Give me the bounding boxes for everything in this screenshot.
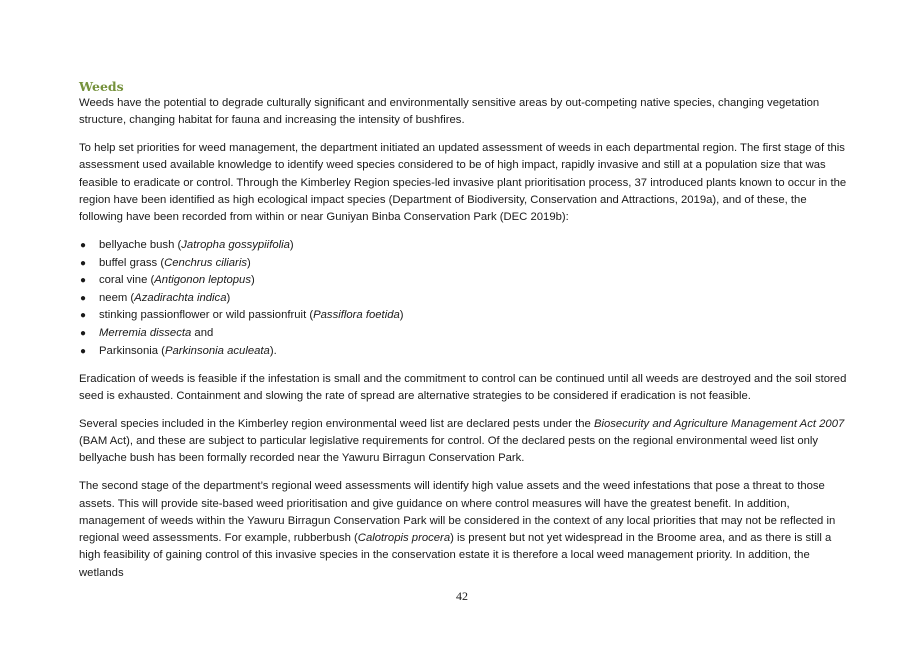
bullet-icon: ● [80, 328, 87, 340]
bullet-icon: ● [80, 345, 87, 357]
section-heading: Weeds [79, 79, 124, 94]
eradication-paragraph: Eradication of weeds is feasible if the infestation is small and the commitment to control can be continued until all weeds are destroyed and the soil stored seed is exhausted. Containment and slowing the rate of spread are alternative strategies to be considered if eradication is not feasible. [79, 372, 847, 403]
weed-species-list [79, 237, 849, 360]
species-list-item: ● neem (Azadirachta indica) [79, 290, 849, 308]
priorities-paragraph: To help set priorities for weed management, the department initiated an updated assessment of weeds in each departmental region. The first stage of this assessment used available knowledge to identify weed species considered to be of high impact, rapidly invasive and still at a population size that was feasible to eradicate or control. Through the Kimberley Region species-led invasive plant prioritisation process, 37 introduced plants known to occur in the region have been identified as high ecological impact species (Department of Biodiversity, Conservation and Attractions, 2019a), and of these, the following have been recorded from within or near Guniyan Binba Conservation Park (DEC 2019b): [79, 142, 847, 224]
bullet-icon: ● [80, 310, 87, 322]
declared-pests-paragraph: Several species included in the Kimberley region environmental weed list are declared pests under the Biosecurity and Agriculture Management Act 2007 (BAM Act), and these are subject to particular legislative requirements for control. Of the declared pests on the regional environmental weed list only bellyache bush has been formally recorded near the Yawuru Birragun Conservation Park. [79, 417, 845, 465]
species-list-item: ● buffel grass (Cenchrus ciliaris) [79, 255, 849, 273]
bullet-icon: ● [80, 240, 87, 252]
species-list-item: ● Merremia dissecta and [79, 325, 849, 343]
weeds-section [79, 78, 849, 593]
species-list-item: ● Parkinsonia (Parkinsonia aculeata). [79, 343, 849, 361]
bullet-icon: ● [80, 275, 87, 287]
intro-paragraph: Weeds have the potential to degrade culturally significant and environmentally sensitive areas by out-competing native species, changing vegetation structure, changing habitat for fauna and increasing the intensity of bushfires. [79, 97, 820, 127]
second-stage-paragraph: The second stage of the department’s regional weed assessments will identify high value assets and the weed infestations that pose a threat to those assets. This will provide site-based weed prioritisation and give guidance on where control measures will have the greatest benefit. In addition, management of weeds within the Yawuru Birragun Conservation Park will be considered in the context of any local priorities that may not be reflected in regional weed assessments. For example, rubberbush (Calotropis procera) is present but not yet widespread in the Broome area, and as there is still a high feasibility of gaining control of this invasive species in the conservation estate it is therefore a local weed management priority. In addition, the wetlands [79, 480, 836, 579]
page-number: 42 [456, 589, 468, 603]
species-list-item: ● coral vine (Antigonon leptopus) [79, 272, 849, 290]
bullet-icon: ● [80, 292, 87, 304]
bullet-icon: ● [80, 257, 87, 269]
species-list-item: ● stinking passionflower or wild passionfruit (Passiflora foetida) [79, 307, 849, 325]
species-list-item: ● bellyache bush (Jatropha gossypiifolia) [79, 237, 849, 255]
